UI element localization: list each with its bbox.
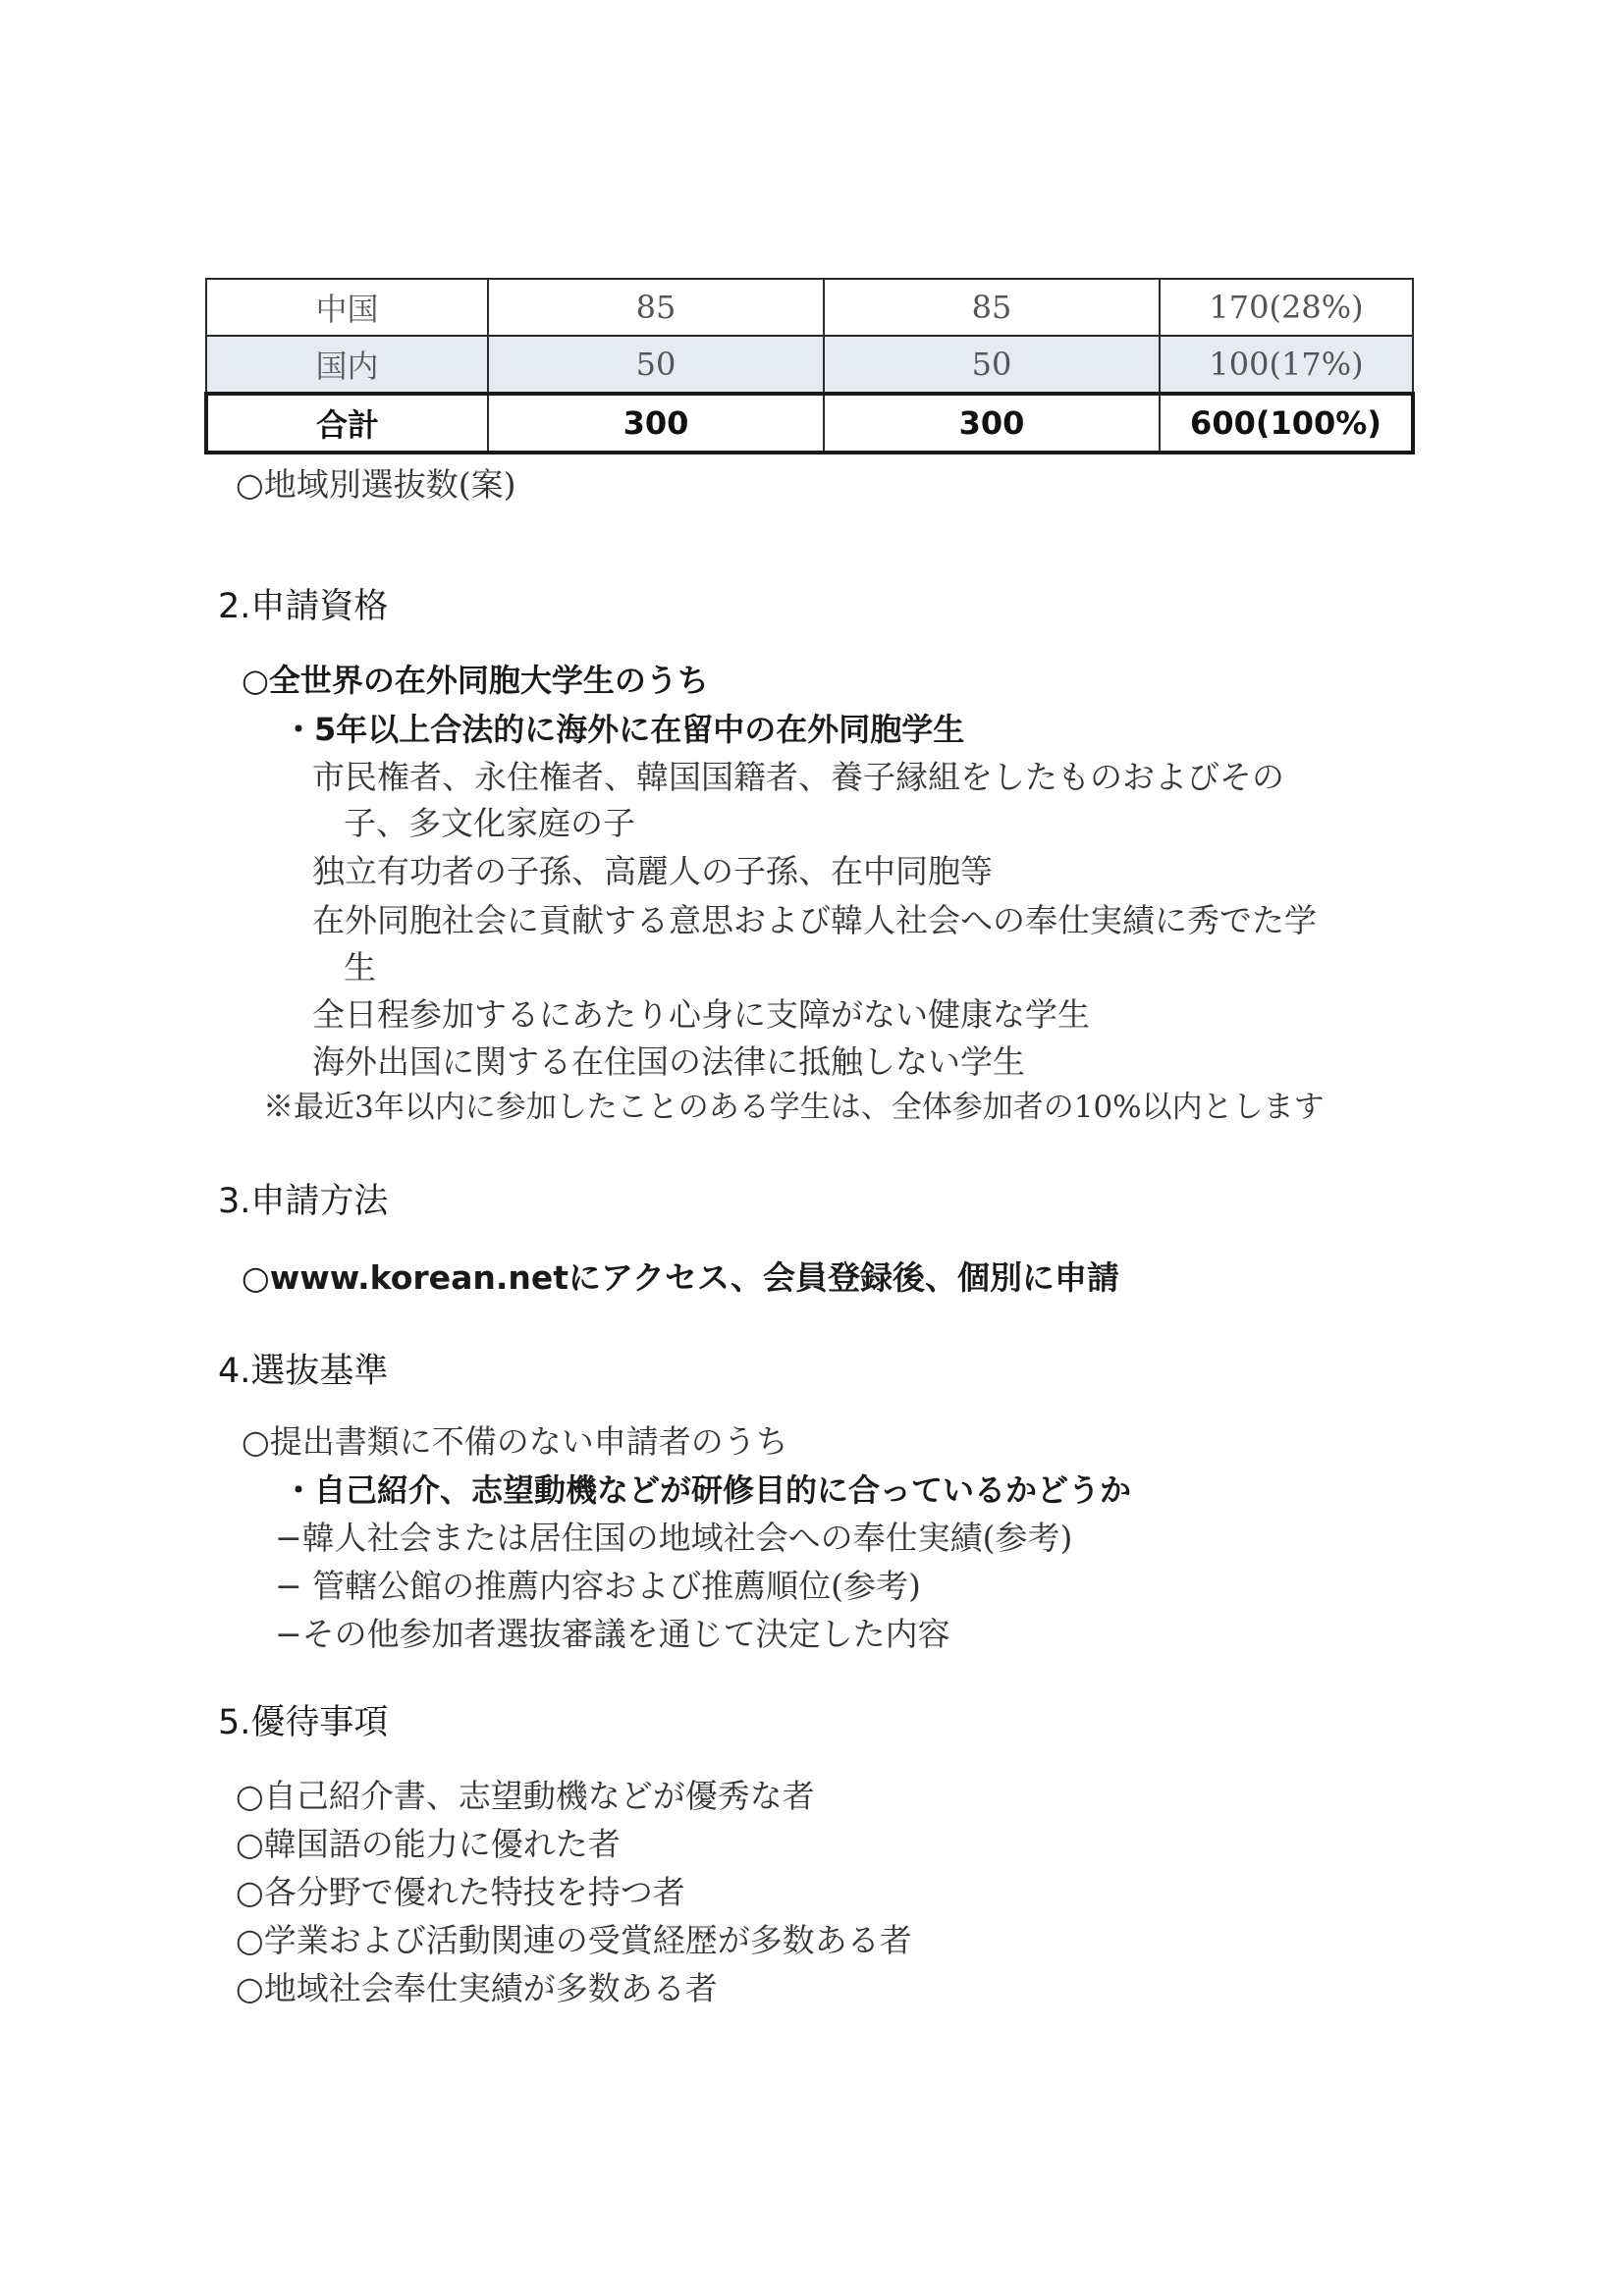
list-item: ○自己紹介書、志望動機などが優秀な者 [236, 1777, 815, 1815]
list-item: ○各分野で優れた特技を持つ者 [236, 1873, 685, 1911]
total-label-cell: 合計 [206, 394, 488, 453]
list-item: −その他参加者選抜審議を通じて決定した内容 [275, 1615, 950, 1653]
total-cell: 100(17%) [1160, 336, 1413, 394]
bullet-item: ・自己紹介、志望動機などが研修目的に合っているかどうか [283, 1471, 1132, 1509]
section-heading: 2.申請資格 [218, 587, 389, 626]
total-cell: 600(100%) [1160, 394, 1413, 453]
list-item: ○地域社会奉仕実績が多数ある者 [236, 1969, 718, 2007]
table-row [206, 279, 1413, 336]
list-item: 子、多文化家庭の子 [344, 804, 635, 842]
value-cell: 85 [824, 279, 1160, 336]
table-caption: ○地域別選抜数(案) [236, 465, 516, 504]
value-cell: 300 [488, 394, 824, 453]
list-item: 独立有功者の子孫、高麗人の子孫、在中同胞等 [312, 852, 993, 890]
section-lead: ○全世界の在外同胞大学生のうち [242, 662, 709, 699]
section-lead: ○提出書類に不備のない申請者のうち [242, 1422, 788, 1461]
section-heading: 5.優待事項 [218, 1703, 389, 1742]
list-item: ○韓国語の能力に優れた者 [236, 1825, 621, 1863]
list-item: ○学業および活動関連の受賞経歴が多数ある者 [236, 1921, 912, 1959]
bullet-item: ・5年以上合法的に海外に在留中の在外同胞学生 [283, 711, 965, 748]
note-text: ※最近3年以内に参加したことのある学生は、全体参加者の10%以内とします [263, 1090, 1325, 1125]
list-item: 在外同胞社会に貢献する意思および韓人社会への奉仕実績に秀でた学 [312, 901, 1317, 939]
section-heading: 4.選抜基準 [218, 1352, 389, 1391]
list-item: 全日程参加するにあたり心身に支障がない健康な学生 [312, 995, 1090, 1034]
value-cell: 50 [488, 336, 824, 394]
total-cell: 170(28%) [1160, 279, 1413, 336]
selection-count-table [204, 278, 1415, 454]
region-cell: 中国 [206, 279, 488, 336]
value-cell: 50 [824, 336, 1160, 394]
region-cell: 国内 [206, 336, 488, 394]
list-item: 市民権者、永住権者、韓国国籍者、養子縁組をしたものおよびその [312, 758, 1284, 796]
table-row [206, 336, 1413, 394]
list-item: 海外出国に関する在住国の法律に抵触しない学生 [312, 1042, 1025, 1081]
section-lead: ○www.korean.netにアクセス、会員登録後、個別に申請 [242, 1258, 1120, 1297]
list-item: −韓人社会または居住国の地域社会への奉仕実績(参考) [275, 1519, 1073, 1557]
section-heading: 3.申請方法 [218, 1182, 389, 1221]
table-total-row [206, 394, 1413, 453]
value-cell: 85 [488, 279, 824, 336]
list-item: 生 [344, 948, 376, 987]
list-item: − 管轄公館の推薦内容および推薦順位(参考) [275, 1567, 921, 1605]
value-cell: 300 [824, 394, 1160, 453]
